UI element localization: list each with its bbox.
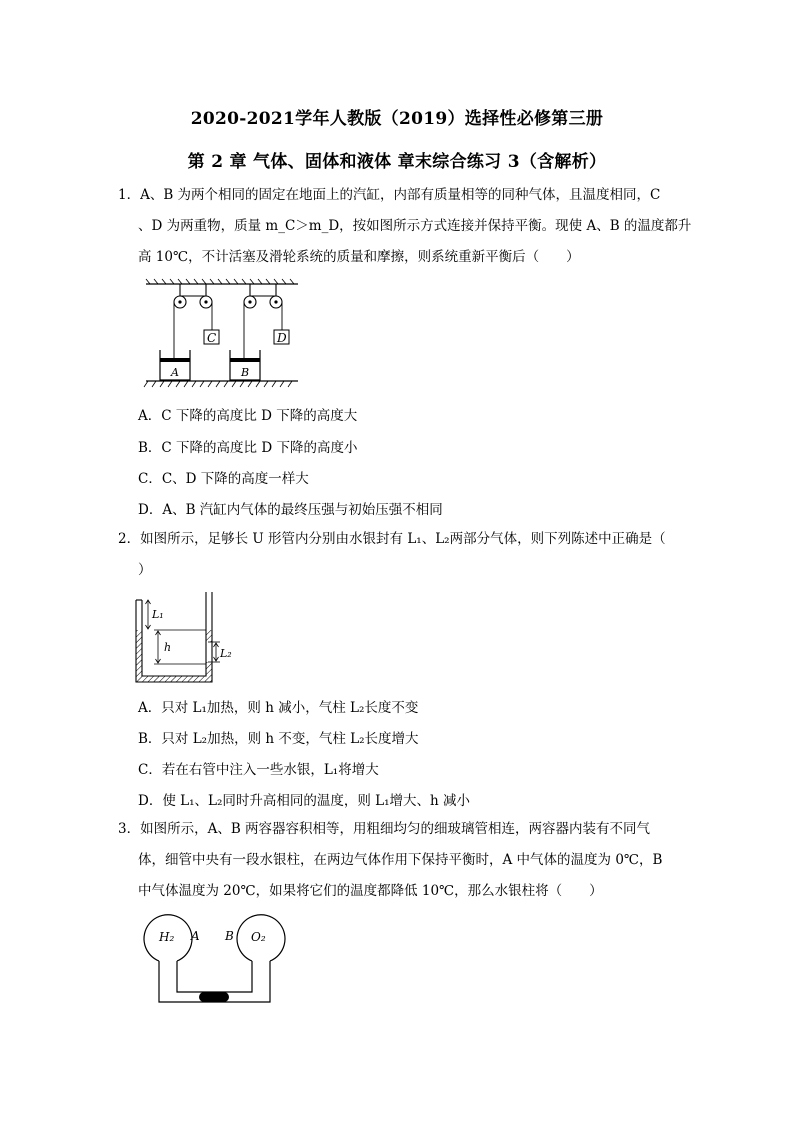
- q1-pulley-cylinder-figure: [140, 278, 305, 393]
- q1-stem-line1: 1．A、B 为两个相同的固定在地面上的汽缸，内部有质量相等的同种气体，且温度相同，C: [118, 187, 661, 203]
- q3-stem-line3: 中气体温度为 20℃，如果将它们的温度都降低 10℃，那么水银柱将（ ）: [138, 883, 603, 899]
- q1-option-a[interactable]: A．C 下降的高度比 D 下降的高度大: [138, 408, 358, 424]
- o2-label: O₂: [251, 930, 266, 944]
- container-b-label: B: [225, 929, 234, 943]
- h2-label: H₂: [159, 930, 175, 944]
- l1-label: L₁: [152, 608, 164, 621]
- q1-option-b[interactable]: B．C 下降的高度比 D 下降的高度小: [138, 440, 358, 456]
- weight-d-label: D: [277, 331, 287, 345]
- container-a-label: A: [191, 929, 200, 943]
- q2-option-c[interactable]: C．若在右管中注入一些水银，L₁将增大: [138, 762, 379, 778]
- q2-option-b[interactable]: B．只对 L₂加热，则 h 不变，气柱 L₂长度增大: [138, 731, 419, 747]
- weight-c-label: C: [207, 331, 217, 345]
- q3-stem-line2: 体，细管中央有一段水银柱，在两边气体作用下保持平衡时，A 中气体的温度为 0℃，B: [138, 852, 663, 868]
- q1-option-d[interactable]: D．A、B 汽缸内气体的最终压强与初始压强不相同: [138, 502, 443, 518]
- q1-option-c[interactable]: C．C、D 下降的高度一样大: [138, 471, 309, 487]
- q1-stem-line2: 、D 为两重物，质量 m_C＞m_D，按如图所示方式连接并保持平衡。现使 A、B 的温度都升: [138, 218, 692, 234]
- l2-label: L₂: [220, 647, 232, 660]
- document-title: 2020-2021学年人教版（2019）选择性必修第三册: [190, 109, 604, 129]
- q2-u-tube-figure: [132, 590, 242, 690]
- q2-stem-line1: 2．如图所示，足够长 U 形管内分别由水银封有 L₁、L₂两部分气体，则下列陈述中正确是（: [118, 531, 666, 547]
- q2-stem-line2: ）: [138, 562, 152, 578]
- h-label: h: [164, 641, 172, 654]
- q2-option-a[interactable]: A．只对 L₁加热，则 h 减小，气柱 L₂长度不变: [138, 700, 419, 716]
- document-subtitle: 第 2 章 气体、固体和液体 章末综合练习 3（含解析）: [187, 152, 607, 172]
- cylinder-b-label: B: [241, 366, 250, 379]
- q2-option-d[interactable]: D．使 L₁、L₂同时升高相同的温度，则 L₁增大、h 减小: [138, 793, 471, 809]
- q3-stem-line1: 3．如图所示，A、B 两容器容积相等，用粗细均匀的细玻璃管相连，两容器内装有不同气: [118, 821, 651, 837]
- cylinder-a-label: A: [171, 366, 179, 379]
- q1-stem-line3: 高 10℃，不计活塞及滑轮系统的质量和摩擦，则系统重新平衡后（ ）: [138, 249, 580, 265]
- q3-two-container-figure: [135, 910, 300, 1010]
